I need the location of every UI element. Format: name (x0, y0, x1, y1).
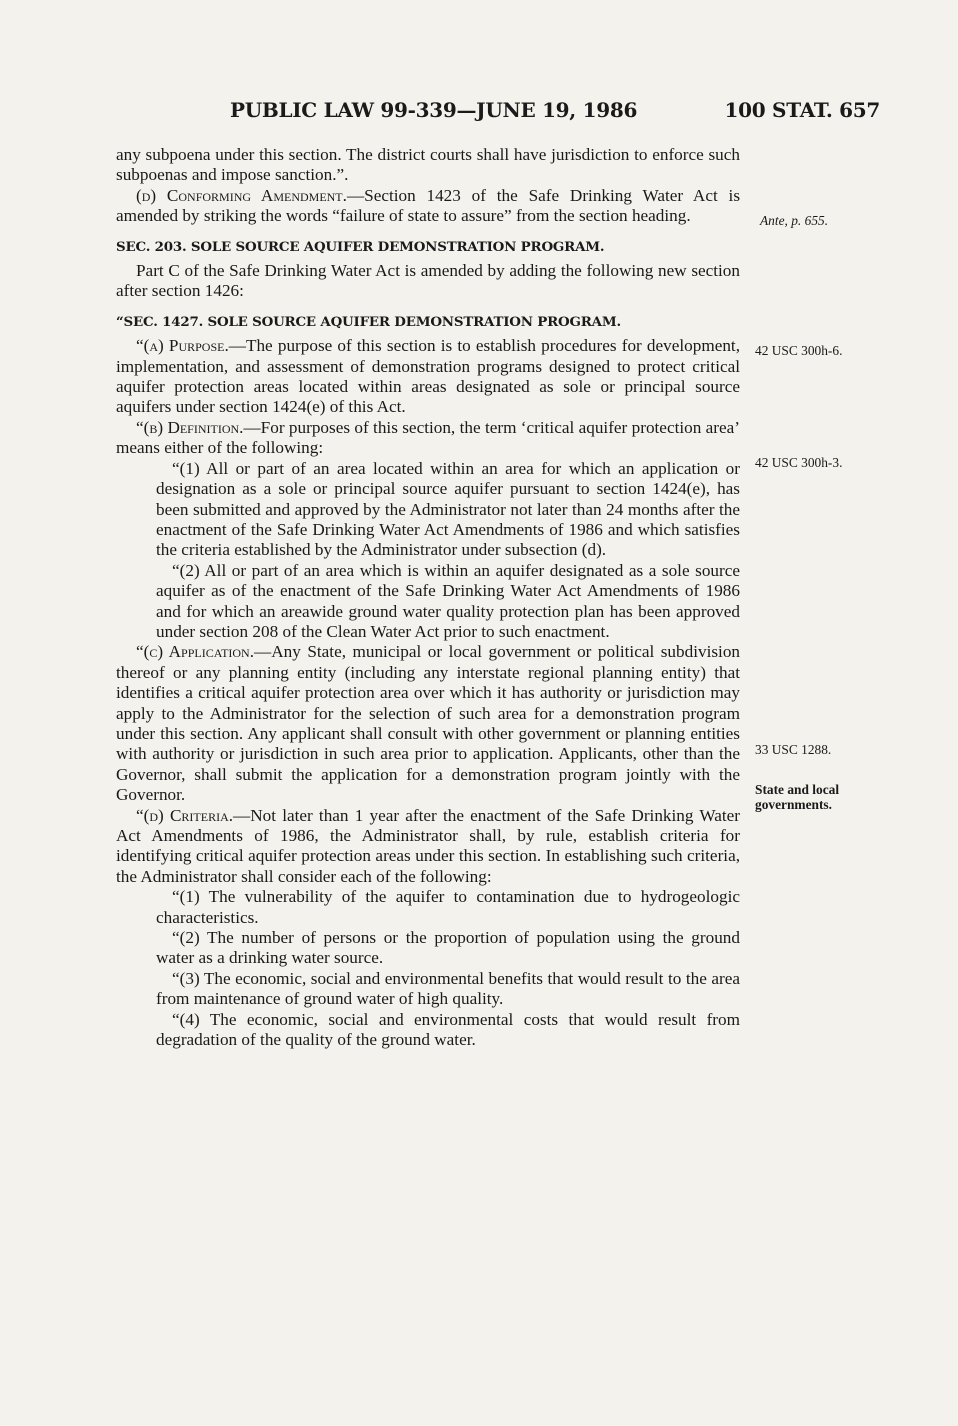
subsection-d-3: “(3) The economic, social and environmental benefits that would result to the area from maintenance of ground water of high quality. (156, 968, 740, 1009)
subsection-d-text: —Not later than 1 year after the enactment of the Safe Drinking Water Act Amendments of 1986, the Administrator shall, by rule, establish criteria for identifying critical aquifer protection areas under this section. In establishing such criteria, the Administrator shall consider each of the following: (116, 805, 740, 886)
subsection-d-1: “(1) The vulnerability of the aquifer to contamination due to hydrogeologic characteristics. (156, 887, 740, 927)
subsection-d-2: “(2) The number of persons or the proportion of population using the ground water as a drinking water source. (156, 928, 740, 968)
header-title: PUBLIC LAW 99-339—JUNE 19, 1986 (230, 98, 638, 122)
subsection-a (116, 336, 740, 418)
section-203-heading: SEC. 203. SOLE SOURCE AQUIFER DEMONSTRATION PROGRAM. (116, 238, 605, 255)
subsection-a-label: “(a) Purpose. (136, 336, 229, 356)
subsection-c (116, 642, 740, 805)
paragraph-conforming-amendment (116, 186, 740, 227)
margin-note-state-local: State and local governments. (755, 782, 840, 812)
subsection-d (116, 806, 740, 888)
subsection-c-label: “(c) Application. (136, 642, 255, 662)
subsection-c-text: —Any State, municipal or local government or political subdivision thereof or any planning entity (including any interstate regional planning entity) that identifies a critical aquifer protection area over which it has authority or jurisdiction may apply to the Administrator for the selection of such area for a demonstration program under this section. Any applicant shall consult with other government or planning entities with authority or jurisdiction in such area prior to application. Applicants, other than the Governor, shall submit the application for a demonstration program jointly with the Governor. (116, 642, 741, 805)
conforming-amendment-text: —Section 1423 of the Safe Drinking Water Act is amended by striking the words “failure of state to assure” from the section heading. (116, 185, 741, 226)
margin-note-42usc-300h6: 42 USC 300h-6. (755, 343, 843, 358)
section-1427-heading: “SEC. 1427. SOLE SOURCE AQUIFER DEMONSTRATION PROGRAM. (116, 313, 621, 330)
subsection-b-1: “(1) All or part of an area located within an area for which an application or designation as a sole or principal source aquifer pursuant to section 1424(e), has been submitted and approved by the Administrator not later than 24 months after the enactment of the Safe Drinking Water Act Amendments of 1986 and which satisfies the criteria established by the Administrator under subsection (d). (156, 458, 740, 560)
subsection-b-label: “(b) Definition. (136, 417, 244, 437)
header-stat: 100 STAT. 657 (724, 98, 880, 122)
conforming-amendment-label: (d) Conforming Amendment. (136, 185, 347, 205)
subsection-b-2: “(2) All or part of an area which is within an aquifer designated as a sole source aquifer as of the enactment of the Safe Drinking Water Act Amendments of 1986 and for which an areawide ground water quality protection plan has been approved under section 208 of the Clean Water Act prior to such enactment. (156, 560, 740, 641)
margin-note-ante: Ante, p. 655. (760, 213, 829, 228)
subsection-d-label: “(d) Criteria. (136, 805, 234, 825)
margin-note-33usc-1288: 33 USC 1288. (755, 742, 832, 757)
body-text (116, 145, 740, 1050)
subsection-a-text: —The purpose of this section is to establish procedures for development, implementation, and assessment of demonstration programs designed to protect critical aquifer protection areas located within areas designated as sole or principal source aquifers under section 1424(e) of this Act. (116, 336, 740, 417)
subsection-b (116, 418, 740, 459)
subsection-d-4: “(4) The economic, social and environmental costs that would result from degradation of the quality of the ground water. (156, 1009, 740, 1050)
margin-note-42usc-300h3: 42 USC 300h-3. (755, 455, 843, 470)
subsection-b-text: —For purposes of this section, the term ‘critical aquifer protection area’ means either of the following: (116, 417, 741, 458)
paragraph-part-c: Part C of the Safe Drinking Water Act is amended by adding the following new section after section 1426: (116, 261, 740, 301)
paragraph-subpoena: any subpoena under this section. The district courts shall have jurisdiction to enforce such subpoenas and impose sanction.”. (116, 145, 740, 185)
